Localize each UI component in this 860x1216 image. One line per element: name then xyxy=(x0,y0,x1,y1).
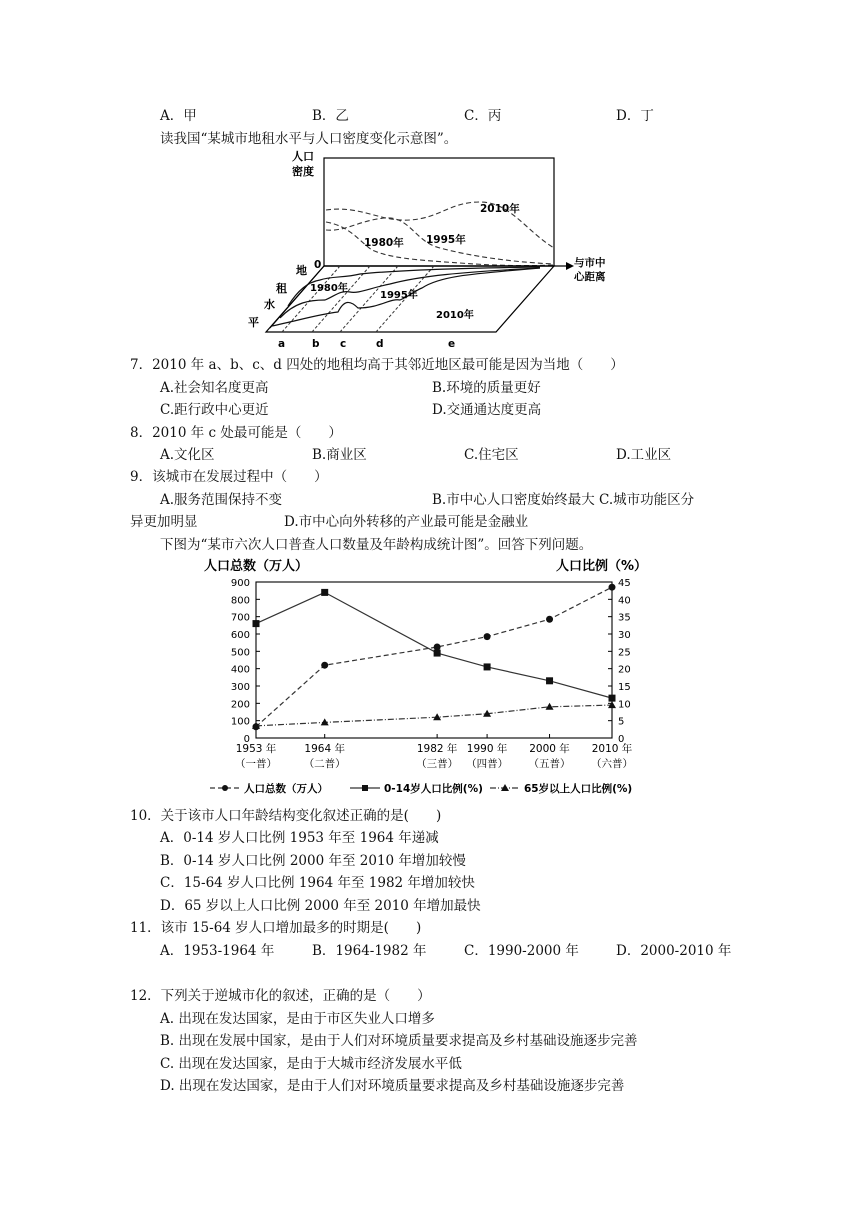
data-point xyxy=(546,677,553,684)
y-right-tick-label: 15 xyxy=(618,682,631,693)
q12-option-b: B. 出现在发展中国家，是由于人们对环境质量要求提高及乡村基础设施逐步完善 xyxy=(160,1033,638,1049)
rent-label-4: 平 xyxy=(248,316,259,329)
data-point xyxy=(434,650,441,657)
q11-option-a: A．1953-1964 年 xyxy=(160,943,275,959)
q11-option-c: C．1990-2000 年 xyxy=(464,943,579,959)
q10-option-b: B．0-14 岁人口比例 2000 年至 2010 年增加较慢 xyxy=(160,853,466,869)
x-tick-label: 1982 年 xyxy=(416,743,458,755)
data-point xyxy=(609,584,616,591)
data-point xyxy=(321,589,328,596)
x-tick-sublabel: （二普） xyxy=(303,758,346,770)
q6-option-b: B．乙 xyxy=(312,108,349,124)
q12-option-a: A. 出现在发达国家，是由于市区失业人口增多 xyxy=(160,1011,435,1027)
q9-stem: 9．该城市在发展过程中（ ） xyxy=(130,469,328,485)
y-right-tick-label: 45 xyxy=(618,578,631,589)
x-tick-sublabel: （五普） xyxy=(528,758,571,770)
legend-label: 人口总数（万人） xyxy=(244,783,328,795)
q7-option-c: C.距行政中心更近 xyxy=(160,402,269,418)
density-label-1980: 1980年 xyxy=(364,237,404,249)
q7-stem: 7．2010 年 a、b、c、d 四处的地租均高于其邻近地区最可能是因为当地（ ） xyxy=(130,357,624,373)
x-tick-sublabel: （三普） xyxy=(416,758,459,770)
y-right-tick-label: 20 xyxy=(618,664,631,676)
q9-option-b-c: B.市中心人口密度始终最大 C.城市功能区分 xyxy=(432,492,695,508)
q6-option-d: D．丁 xyxy=(616,108,654,124)
data-point xyxy=(321,662,328,669)
plot-frame xyxy=(256,582,612,738)
rent-label-3: 水 xyxy=(264,298,275,311)
y-right-tick-label: 0 xyxy=(618,734,625,745)
y-left-tick-label: 100 xyxy=(230,716,250,728)
q7-option-d: D.交通通达度更高 xyxy=(432,402,542,418)
y-left-tick-label: 0 xyxy=(243,734,250,745)
x-tick-sublabel: （六普） xyxy=(591,758,633,770)
point-d: d xyxy=(376,338,384,350)
q7-option-b: B.环境的质量更好 xyxy=(432,380,541,396)
y-left-tick-label: 400 xyxy=(230,664,250,676)
x-tick-label: 1953 年 xyxy=(235,743,277,755)
legend-marker xyxy=(222,785,228,791)
q8-option-a: A.文化区 xyxy=(160,447,215,463)
y-right-tick-label: 5 xyxy=(618,716,625,728)
q9-option-a: A.服务范围保持不变 xyxy=(160,492,283,508)
q7-option-a: A.社会知名度更高 xyxy=(160,380,269,396)
y-left-title: 人口总数（万人） xyxy=(204,559,309,574)
q10-option-a: A．0-14 岁人口比例 1953 年至 1964 年递减 xyxy=(160,830,439,846)
point-c: c xyxy=(340,338,347,350)
q9-option-c-cont: 异更加明显 xyxy=(130,514,198,530)
rent-density-diagram xyxy=(240,150,620,350)
density-label-2010: 2010年 xyxy=(480,203,520,215)
y-left-tick-label: 900 xyxy=(230,578,250,589)
y-right-tick-label: 30 xyxy=(618,630,631,641)
density-ylabel-2: 密度 xyxy=(292,165,314,178)
q10-option-d: D．65 岁以上人口比例 2000 年至 2010 年增加最快 xyxy=(160,898,481,914)
q12-stem: 12．下列关于逆城市化的叙述，正确的是（ ） xyxy=(130,988,431,1004)
point-b: b xyxy=(312,338,320,350)
y-left-tick-label: 500 xyxy=(230,647,250,659)
rent-label-2: 租 xyxy=(276,282,287,295)
y-left-tick-label: 300 xyxy=(230,682,250,693)
legend-label: 0-14岁人口比例(%) xyxy=(384,783,483,795)
q10-stem: 10．关于该市人口年龄结构变化叙述正确的是( ) xyxy=(130,808,442,824)
series-line-2 xyxy=(256,705,612,726)
distance-axis-arrow xyxy=(566,262,574,270)
x-tick-sublabel: （一普） xyxy=(235,758,277,770)
q6-option-a: A．甲 xyxy=(160,108,197,124)
series-line-1 xyxy=(256,592,612,698)
data-point xyxy=(609,695,616,702)
y-right-tick-label: 25 xyxy=(618,647,631,659)
q9-option-d: D.市中心向外转移的产业最可能是金融业 xyxy=(284,514,529,530)
q8-option-c: C.住宅区 xyxy=(464,447,519,463)
density-label-1995: 1995年 xyxy=(426,234,466,246)
q6-option-c: C．丙 xyxy=(464,108,502,124)
y-right-tick-label: 35 xyxy=(618,612,631,624)
rent-label-2010: 2010年 xyxy=(436,310,474,321)
x-tick-label: 1990 年 xyxy=(466,743,508,755)
x-tick-label: 1964 年 xyxy=(304,743,345,755)
q10-option-c: C．15-64 岁人口比例 1964 年至 1982 年增加较快 xyxy=(160,875,475,891)
rent-label-1995: 1995年 xyxy=(380,290,418,301)
y-right-tick-label: 10 xyxy=(618,699,631,711)
y-left-tick-label: 700 xyxy=(230,612,250,624)
y-right-tick-label: 40 xyxy=(618,595,631,607)
point-e: e xyxy=(448,338,456,350)
density-ylabel-1: 人口 xyxy=(292,150,314,163)
intro-rent: 读我国“某城市地租水平与人口密度变化示意图”。 xyxy=(160,131,458,147)
point-a: a xyxy=(278,338,286,350)
q8-option-b: B.商业区 xyxy=(312,447,367,463)
y-left-tick-label: 600 xyxy=(230,630,250,641)
legend-label: 65岁以上人口比例(%) xyxy=(524,783,633,795)
distance-label-1: 与市中 xyxy=(574,257,606,269)
legend-marker xyxy=(362,785,368,791)
data-point xyxy=(546,616,553,623)
data-point xyxy=(253,620,260,627)
q8-option-d: D.工业区 xyxy=(616,447,672,463)
q8-stem: 8．2010 年 c 处最可能是（ ） xyxy=(130,425,342,441)
series-line-0 xyxy=(256,587,612,727)
q11-stem: 11．该市 15-64 岁人口增加最多的时期是( ) xyxy=(130,920,422,936)
q11-option-b: B．1964-1982 年 xyxy=(312,943,427,959)
y-right-title: 人口比例（%） xyxy=(556,559,648,574)
data-point xyxy=(484,663,491,670)
q12-option-c: C. 出现在发达国家，是由于大城市经济发展水平低 xyxy=(160,1056,462,1072)
data-point xyxy=(484,633,491,640)
rent-label-1980: 1980年 xyxy=(310,283,348,294)
intro-census: 下图为“某市六次人口普查人口数量及年龄构成统计图”。回答下列问题。 xyxy=(160,537,593,553)
distance-label-2: 心距离 xyxy=(574,271,606,283)
x-tick-label: 2000 年 xyxy=(529,743,570,755)
x-tick-sublabel: （四普） xyxy=(466,758,509,770)
y-left-tick-label: 800 xyxy=(230,595,250,607)
q12-option-d: D. 出现在发达国家，是由于人们对环境质量要求提高及乡村基础设施逐步完善 xyxy=(160,1078,625,1094)
rent-label-1: 地 xyxy=(296,264,307,277)
x-tick-label: 2010 年 xyxy=(591,743,633,755)
q11-option-d: D．2000-2010 年 xyxy=(616,943,732,959)
origin-label: 0 xyxy=(314,259,322,271)
data-point xyxy=(434,644,441,651)
census-chart xyxy=(200,556,650,801)
y-left-tick-label: 200 xyxy=(230,699,250,711)
